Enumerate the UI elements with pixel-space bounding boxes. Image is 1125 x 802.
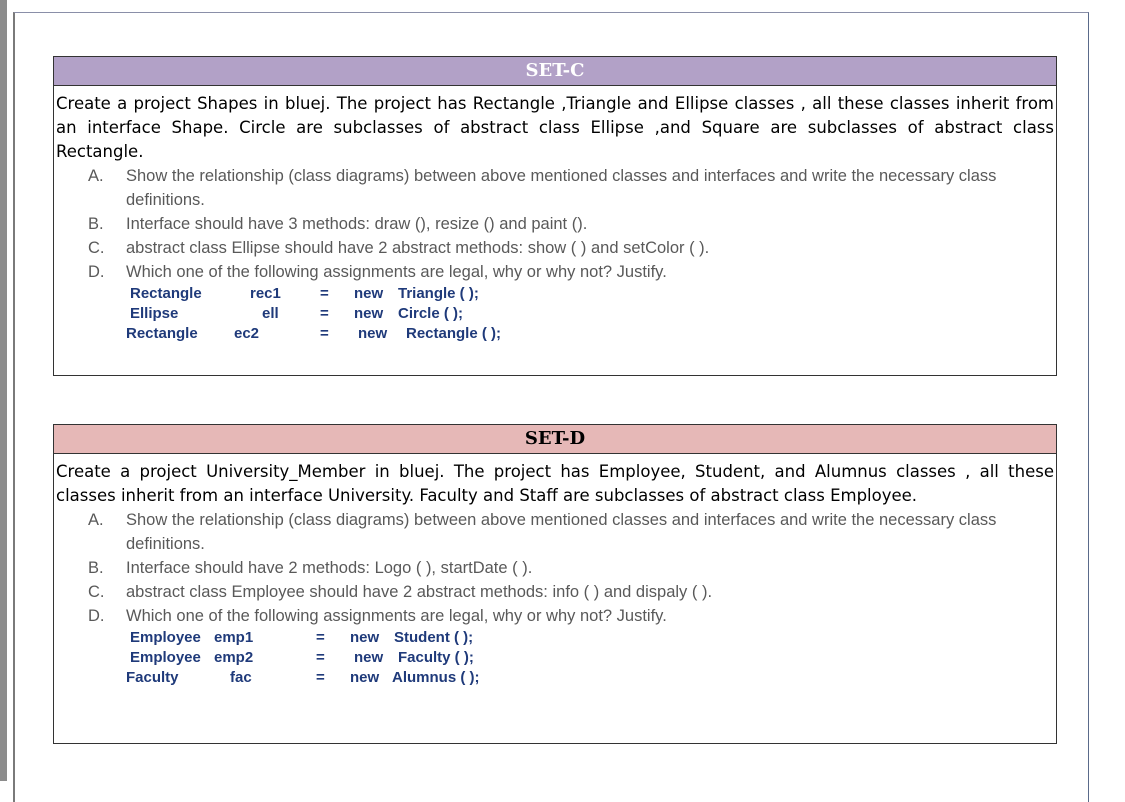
set-d-question-b — [88, 556, 1056, 580]
question-text: Which one of the following assignments are legal, why or why not? Justify. — [126, 607, 667, 625]
code-ctor: Circle ( ); — [398, 305, 464, 322]
question-marker: A. — [88, 511, 104, 529]
question-marker: D. — [88, 263, 105, 281]
code-type: Ellipse — [130, 305, 179, 322]
set-d-code-block — [54, 628, 1056, 688]
set-d-box — [53, 424, 1057, 744]
question-text: Interface should have 3 methods: draw (), resize () and paint (). — [126, 215, 588, 233]
code-type: Rectangle — [130, 285, 202, 302]
set-c-question-d — [88, 260, 1056, 284]
set-d-questions — [54, 508, 1056, 628]
question-text: Show the relationship (class diagrams) between above mentioned classes and interfaces and write the necessary class definitions. — [126, 511, 997, 553]
code-line — [126, 304, 1056, 324]
code-type: Employee — [130, 629, 201, 646]
set-c-question-b — [88, 212, 1056, 236]
code-new: new — [354, 649, 384, 666]
code-equals: = — [316, 649, 325, 666]
code-ctor: Alumnus ( ); — [392, 669, 480, 686]
code-line — [126, 324, 1056, 344]
question-marker: B. — [88, 559, 104, 577]
code-var: emp1 — [214, 629, 254, 646]
code-var: rec1 — [250, 285, 281, 302]
set-c-title: SET-C — [54, 57, 1056, 86]
set-c-questions — [54, 164, 1056, 284]
code-line — [126, 628, 1056, 648]
code-line — [126, 668, 1056, 688]
question-marker: D. — [88, 607, 105, 625]
code-new: new — [350, 669, 380, 686]
set-c-box — [53, 56, 1057, 376]
code-type: Rectangle — [126, 325, 198, 342]
question-text: Which one of the following assignments are legal, why or why not? Justify. — [126, 263, 667, 281]
question-text: Show the relationship (class diagrams) between above mentioned classes and interfaces and write the necessary class definitions. — [126, 167, 997, 209]
question-text: abstract class Ellipse should have 2 abstract methods: show ( ) and setColor ( ). — [126, 239, 710, 257]
set-d-question-d — [88, 604, 1056, 628]
set-d-question-a — [88, 508, 1056, 556]
code-var: ec2 — [234, 325, 260, 342]
code-equals: = — [316, 629, 325, 646]
set-c-question-c — [88, 236, 1056, 260]
question-marker: C. — [88, 239, 105, 257]
question-text: Interface should have 2 methods: Logo ( ), startDate ( ). — [126, 559, 533, 577]
set-c-intro: Create a project Shapes in bluej. The project has Rectangle ,Triangle and Ellipse classes , all these classes inherit from an interface Shape. Circle are subclasses of abstract class Ellipse ,and Square are subclasses of abstract class Rectangle. — [56, 94, 1054, 161]
code-equals: = — [316, 669, 325, 686]
code-new: new — [358, 325, 388, 342]
set-c-code-block — [54, 284, 1056, 344]
code-type: Employee — [130, 649, 201, 666]
code-line — [126, 648, 1056, 668]
question-marker: A. — [88, 167, 104, 185]
code-equals: = — [320, 325, 329, 342]
code-type: Faculty — [126, 669, 179, 686]
code-line — [126, 284, 1056, 304]
question-marker: B. — [88, 215, 104, 233]
code-new: new — [350, 629, 380, 646]
code-equals: = — [320, 285, 329, 302]
code-new: new — [354, 305, 384, 322]
question-marker: C. — [88, 583, 105, 601]
code-equals: = — [320, 305, 329, 322]
set-d-title: SET-D — [54, 425, 1056, 454]
code-ctor: Rectangle ( ); — [406, 325, 502, 342]
code-ctor: Triangle ( ); — [398, 285, 479, 302]
code-var: emp2 — [214, 649, 254, 666]
question-text: abstract class Employee should have 2 abstract methods: info ( ) and dispaly ( ). — [126, 583, 713, 601]
code-new: new — [354, 285, 384, 302]
set-c-question-a — [88, 164, 1056, 212]
code-var: fac — [230, 669, 252, 686]
set-d-intro: Create a project University_Member in bluej. The project has Employee, Student, and Alumnus classes , all these classes inherit from an interface University. Faculty and Staff are subclasses of abstract class Employee. — [56, 462, 1054, 505]
code-ctor: Student ( ); — [394, 629, 474, 646]
left-margin-bar — [0, 0, 7, 781]
code-var: ell — [262, 305, 279, 322]
code-ctor: Faculty ( ); — [398, 649, 474, 666]
set-d-question-c — [88, 580, 1056, 604]
